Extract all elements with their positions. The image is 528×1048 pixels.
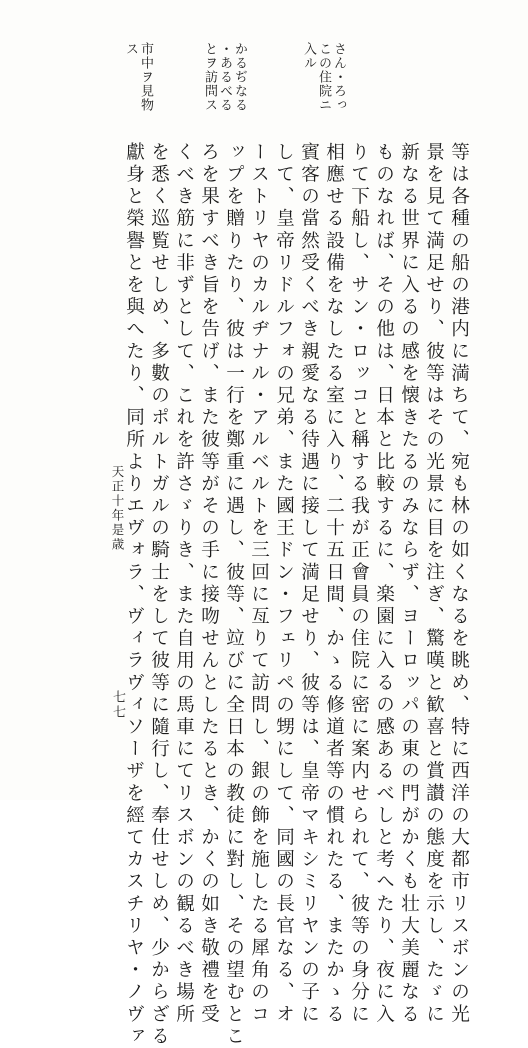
- body-text-line: 獻身と榮譽とを與へたり、同所よりエヴォラ、ヴィラヴィソーザを經てカスチリヤ・ノヴァ: [123, 142, 145, 1048]
- body-text-line: りて下船し、サン・ロッコと稱する我が正會員の住院に密に案内せられて、彼等の身分に: [348, 142, 370, 1026]
- body-text-line: 等は各種の船の港内に満ちて、宛も林の如くなるを眺め、特に西洋の大都市リスボンの光: [448, 142, 470, 1026]
- marginal-note: とヲ訪問ス: [202, 42, 217, 112]
- marginal-note: 市中ヲ見物: [138, 42, 153, 112]
- marginal-note: 入ル: [301, 42, 316, 70]
- body-text-line: して、皇帝リドルフォの兄弟、また國王ドン・フェリペの甥にして、同國の長官なる、オ: [273, 142, 295, 1026]
- body-text-line: 賓客の當然受くべき親愛なる待遇に接して満足せり、彼等は、皇帝マキシミリヤンの子に: [298, 142, 320, 1026]
- page-number: 七七: [110, 690, 125, 720]
- marginal-note: ・あるべる: [217, 42, 232, 112]
- running-head: 天正十年是歳: [110, 465, 125, 552]
- marginal-note: ス: [123, 42, 138, 56]
- body-text-line: ろを果すべき旨を告げ、また彼等がその手に接吻せんとしたるとき、かくの如き敬禮を受: [198, 142, 220, 1026]
- marginal-note: この住院ニ: [316, 42, 331, 112]
- body-text-line: ーストリヤのカルヂナル・アルベルトを三回に亙りて訪問し、銀の飾を施したる犀角のコ: [248, 142, 270, 1026]
- marginal-note: かるぢなる: [232, 42, 247, 112]
- body-text-line: 相應せる設備をなしたる室に入り、二十五日間、かゝる修道者等の慣れたる、またかゝる: [323, 142, 345, 1026]
- body-text-line: を悉く巡覧せしめ、多數のポルトガルの騎士をして彼等に隨行し、奉仕せしめ、少からざる: [148, 142, 170, 1048]
- body-text-line: ップを贈りたり、彼は一行を鄭重に遇し、彼等、竝びに全日本の教徒に對し、その望むとこ: [223, 142, 245, 1048]
- body-text-line: くべき筋に非ずとして、これを許さゞりき、また自用の馬車にてリスボンの観るべき場所: [173, 142, 195, 1026]
- body-text-line: 景を見て満足せり、彼等はその光景に目を注ぎ、驚嘆と歓喜と賞讃の態度を示し、たゞに: [423, 142, 445, 1026]
- body-text-line: 新なる世界に入るの感を懐きたるのみならず、ヨーロッパの東の門がかくも壮大美麗なる: [398, 142, 420, 1026]
- body-text-line: ものなれば、その他は、日本と比較するに、楽園に入るの感あるべしと考へたり、夜に入: [373, 142, 395, 1026]
- marginal-note: さん・ろっ: [331, 42, 346, 112]
